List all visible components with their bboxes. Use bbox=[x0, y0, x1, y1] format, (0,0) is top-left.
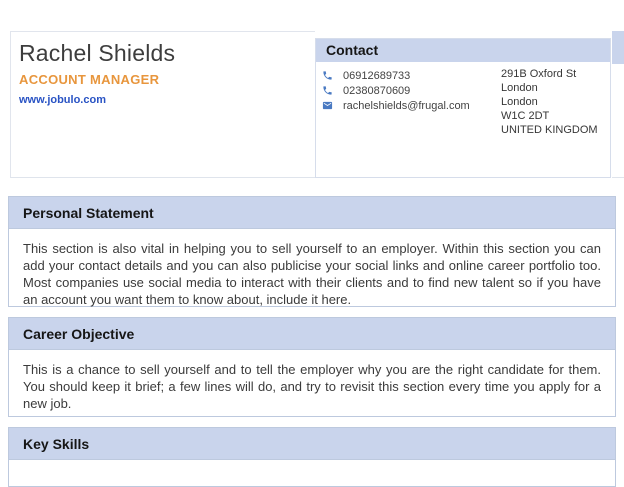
address-line: 291B Oxford St bbox=[501, 68, 577, 80]
adjacent-page-edge bbox=[612, 31, 624, 178]
section-body-text: This is a chance to sell yourself and to tell the employer why you are the right candidate for them. You should keep it brief; a few lines will do, and try to revisit this section every time you apply for a new job. bbox=[23, 362, 601, 411]
contact-body bbox=[316, 62, 610, 136]
section-personal-statement bbox=[8, 196, 616, 307]
address-line: London bbox=[501, 96, 538, 108]
section-career-objective bbox=[8, 317, 616, 417]
section-key-skills bbox=[8, 427, 616, 487]
phone-number-1: 06912689733 bbox=[343, 69, 411, 82]
address-line: UNITED KINGDOM bbox=[501, 124, 598, 136]
identity-card bbox=[10, 31, 315, 178]
phone-icon bbox=[322, 70, 334, 81]
section-heading: Personal Statement bbox=[9, 197, 615, 229]
contact-card bbox=[315, 38, 611, 178]
section-heading: Career Objective bbox=[9, 318, 615, 350]
candidate-name: Rachel Shields bbox=[19, 40, 176, 66]
address-line: London bbox=[501, 82, 538, 94]
phone-icon bbox=[322, 85, 334, 96]
email-icon bbox=[322, 100, 334, 111]
contact-heading: Contact bbox=[316, 39, 610, 62]
phone-number-2: 02380870609 bbox=[343, 84, 411, 97]
adjacent-page-header-band bbox=[612, 31, 624, 64]
section-body-text: This section is also vital in helping you to sell yourself to an employer. Within this section you can add your contact details and you can also publicise your social links and online career portfolio too. Most companies use social media to interact with their clients and to find new talent so if you have an account you want them to know about, include it here. bbox=[23, 241, 601, 307]
website-link[interactable]: www.jobulo.com bbox=[19, 94, 106, 106]
postal-address bbox=[501, 67, 598, 137]
section-heading: Key Skills bbox=[9, 428, 615, 460]
job-title: ACCOUNT MANAGER bbox=[19, 72, 160, 87]
section-body-text bbox=[9, 460, 615, 471]
address-line: W1C 2DT bbox=[501, 110, 550, 122]
email-address: rachelshields@frugal.com bbox=[343, 99, 470, 112]
